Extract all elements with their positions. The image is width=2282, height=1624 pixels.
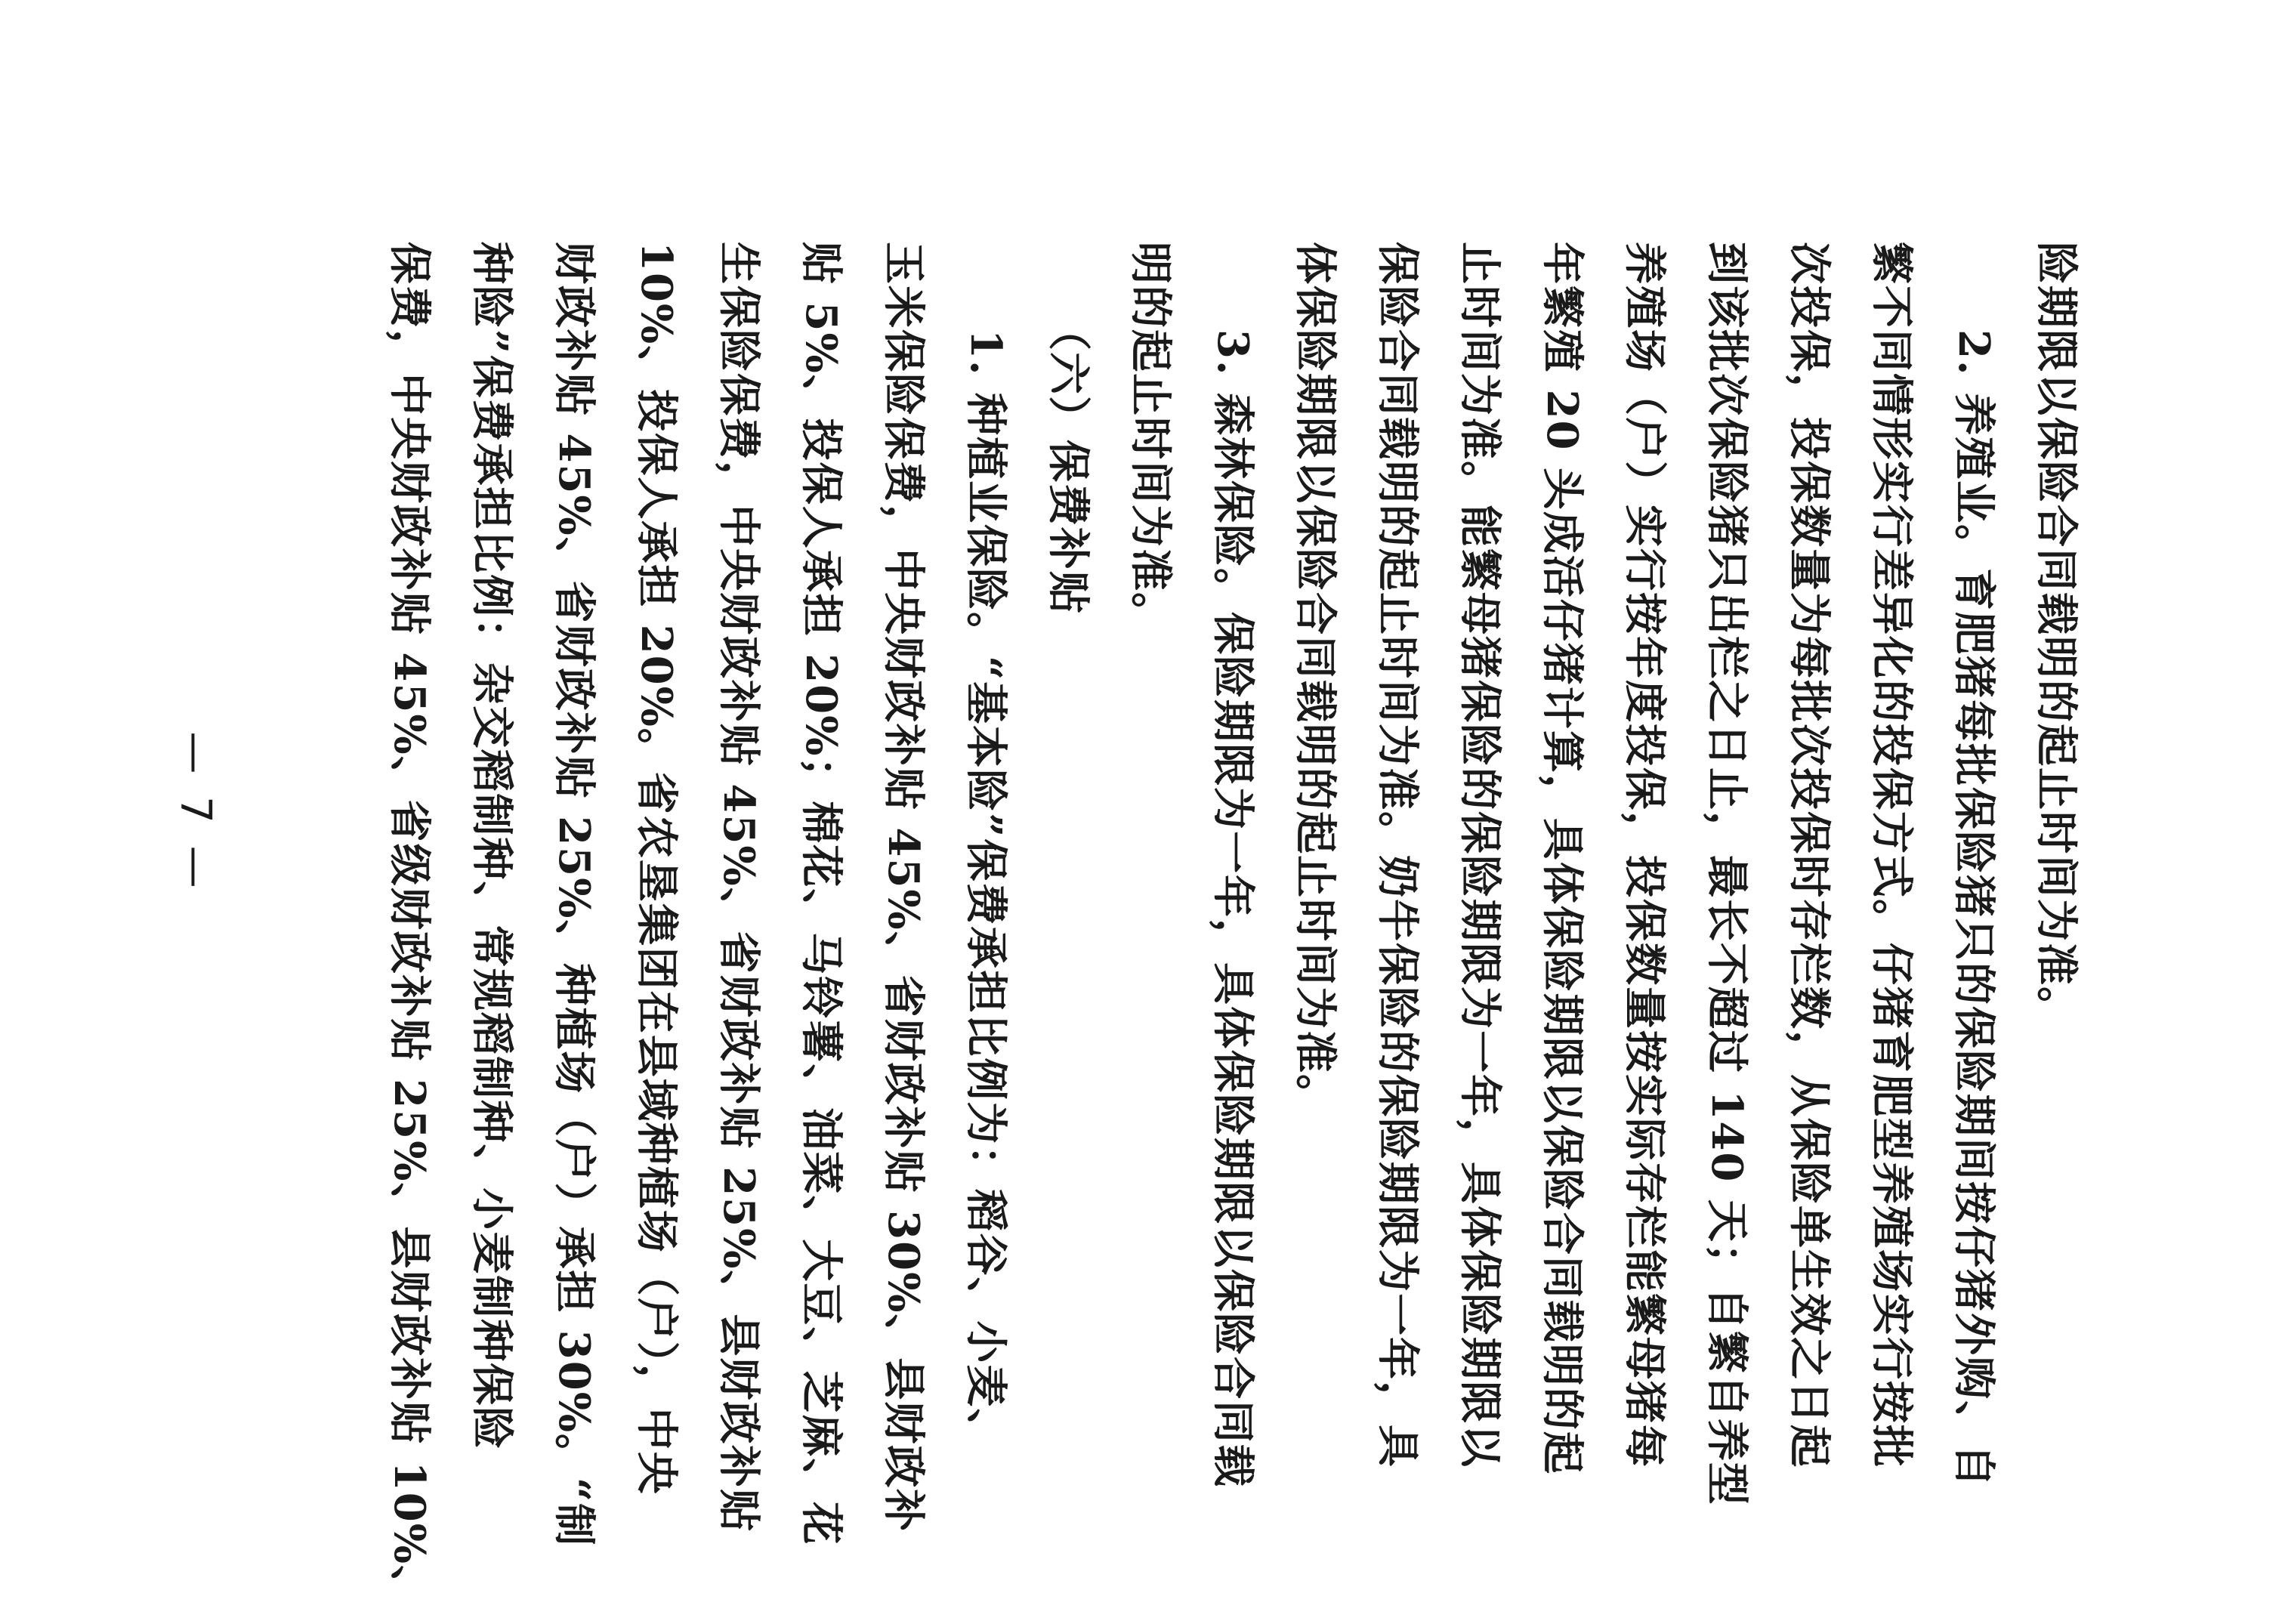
text-line: 2. 养殖业。育肥猪每批保险猪只的保险期间按仔猪外购、自 [1949, 242, 1999, 1488]
text-line: 3. 森林保险。保险期限为一年，具体保险期限以保险合同载 [1208, 242, 1258, 1488]
text-line: 明的起止时间为准。 [1126, 242, 1175, 636]
text-line: 年繁殖 20 头成活仔猪计算，具体保险期限以保险合同载明的起 [1537, 242, 1587, 1475]
text-line: 10%、投保人承担 20%。省农垦集团在县域种植场（户），中央 [631, 242, 681, 1496]
text-line: 止时间为准。能繁母猪保险的保险期限为一年，具体保险期限以 [1455, 242, 1505, 1468]
text-line: 贴 5%、投保人承担 20%；棉花、马铃薯、油菜、大豆、芝麻、花 [796, 242, 846, 1546]
text-line: 养殖场（户）实行按年度投保，投保数量按实际存栏能繁母猪每 [1620, 242, 1669, 1468]
text-line: 1. 种植业保险。“基本险”保费承担比例为：稻谷、小麦、 [961, 242, 1011, 1453]
section-heading: （六）保费补贴 [1043, 242, 1093, 615]
body-text [368, 242, 2097, 1609]
text-line: 种险”保费承担比例：杂交稻制种、常规稻制种、小麦制种保险 [467, 242, 517, 1451]
text-line: 保费，中央财政补贴 45%、省级财政补贴 25%、县财政补贴 10%、 [384, 242, 434, 1609]
text-line: 玉米保险保费，中央财政补贴 45%、省财政补贴 30%、县财政补 [879, 242, 928, 1533]
text-line: 财政补贴 45%、省财政补贴 25%、种植场（户）承担 30%。“制 [549, 242, 599, 1548]
text-line: 次投保，投保数量为每批次投保时存栏数，从保险单生效之日起 [1784, 242, 1834, 1468]
text-line: 险期限以保险合同载明的起止时间为准。 [2031, 242, 2081, 1030]
text-line: 到该批次保险猪只出栏之日止，最长不超过 140 天；自繁自养型 [1702, 242, 1752, 1506]
text-line: 生保险保费，中央财政补贴 45%、省财政补贴 25%、县财政补贴 [714, 242, 764, 1533]
text-line: 保险合同载明的起止时间为准。奶牛保险的保险期限为一年，具 [1373, 242, 1422, 1468]
text-line: 体保险期限以保险合同载明的起止时间为准。 [1290, 242, 1340, 1118]
text-line: 繁不同情形实行差异化的投保方式。仔猪育肥型养殖场实行按批 [1867, 242, 1916, 1468]
page-number: — 7 — [171, 731, 220, 893]
